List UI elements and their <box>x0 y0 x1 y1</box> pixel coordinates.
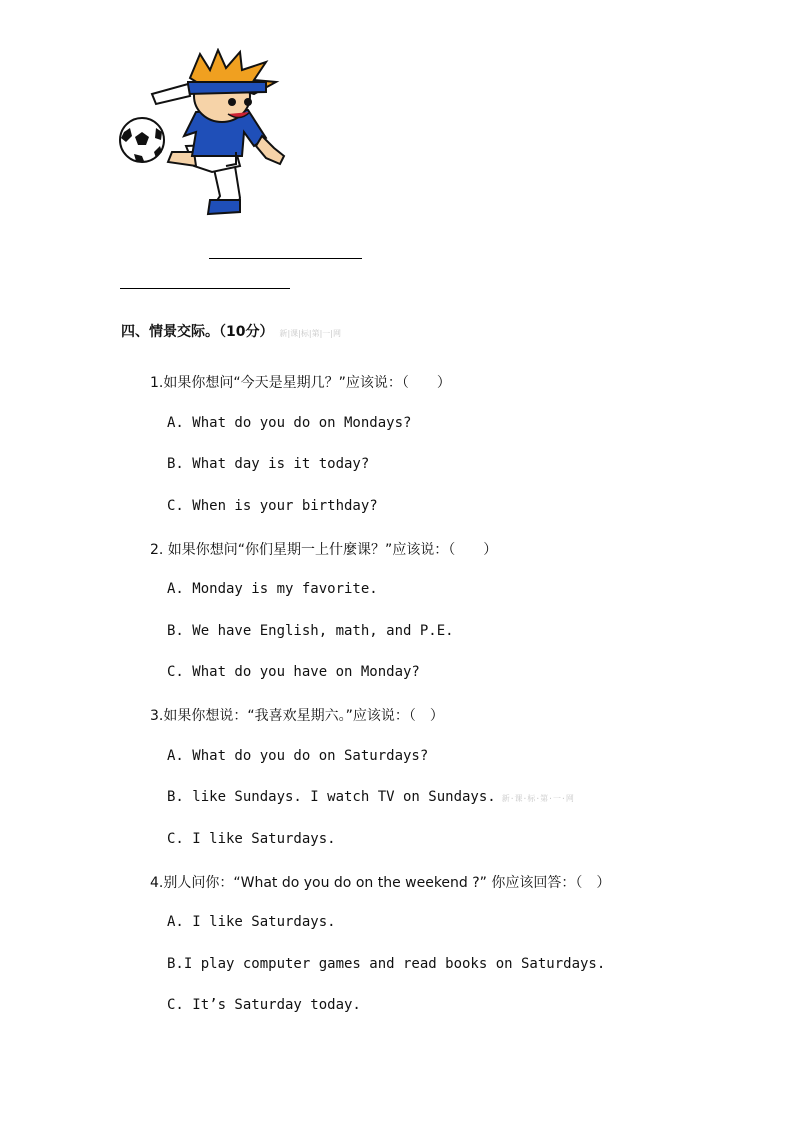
question-stem: 3.如果你想说：“我喜欢星期六。”应该说：（ ） <box>150 708 444 724</box>
watermark-text: 新|课|标|第|一|网 <box>279 329 341 338</box>
option-a: A. Monday is my favorite. <box>167 581 378 597</box>
answer-blank-line <box>120 288 290 289</box>
question-stem: 4.别人问你：“What do you do on the weekend ?” 你应该回答：（ ） <box>150 875 611 891</box>
question-stem: 1.如果你想问“今天是星期几？”应该说：（ ） <box>150 375 451 391</box>
option-b: B. We have English, math, and P.E. <box>167 623 454 639</box>
option-c: C. When is your birthday? <box>167 498 378 514</box>
option-a: A. What do you do on Mondays? <box>167 415 412 431</box>
football-icon <box>120 118 164 162</box>
option-c: C. What do you have on Monday? <box>167 664 420 680</box>
option-b: B.I play computer games and read books on Saturdays. <box>167 956 606 972</box>
option-b: B. What day is it today? <box>167 456 370 472</box>
option-b <box>167 789 574 805</box>
question-stem: 2. 如果你想问“你们星期一上什麼课？”应该说：（ ） <box>150 542 498 558</box>
section-title: 四、情景交际。（10分） <box>121 324 274 340</box>
answer-blank-line <box>209 258 362 259</box>
option-b-text: B. like Sundays. I watch TV on Sundays. <box>167 789 496 805</box>
football-boy-illustration <box>116 48 292 218</box>
watermark-text: 新·课·标·第·一·网 <box>501 794 574 803</box>
option-a: A. I like Saturdays. <box>167 914 336 930</box>
option-a: A. What do you do on Saturdays? <box>167 748 429 764</box>
option-c: C. It’s Saturday today. <box>167 997 361 1013</box>
section-heading <box>121 321 341 341</box>
option-c: C. I like Saturdays. <box>167 831 336 847</box>
